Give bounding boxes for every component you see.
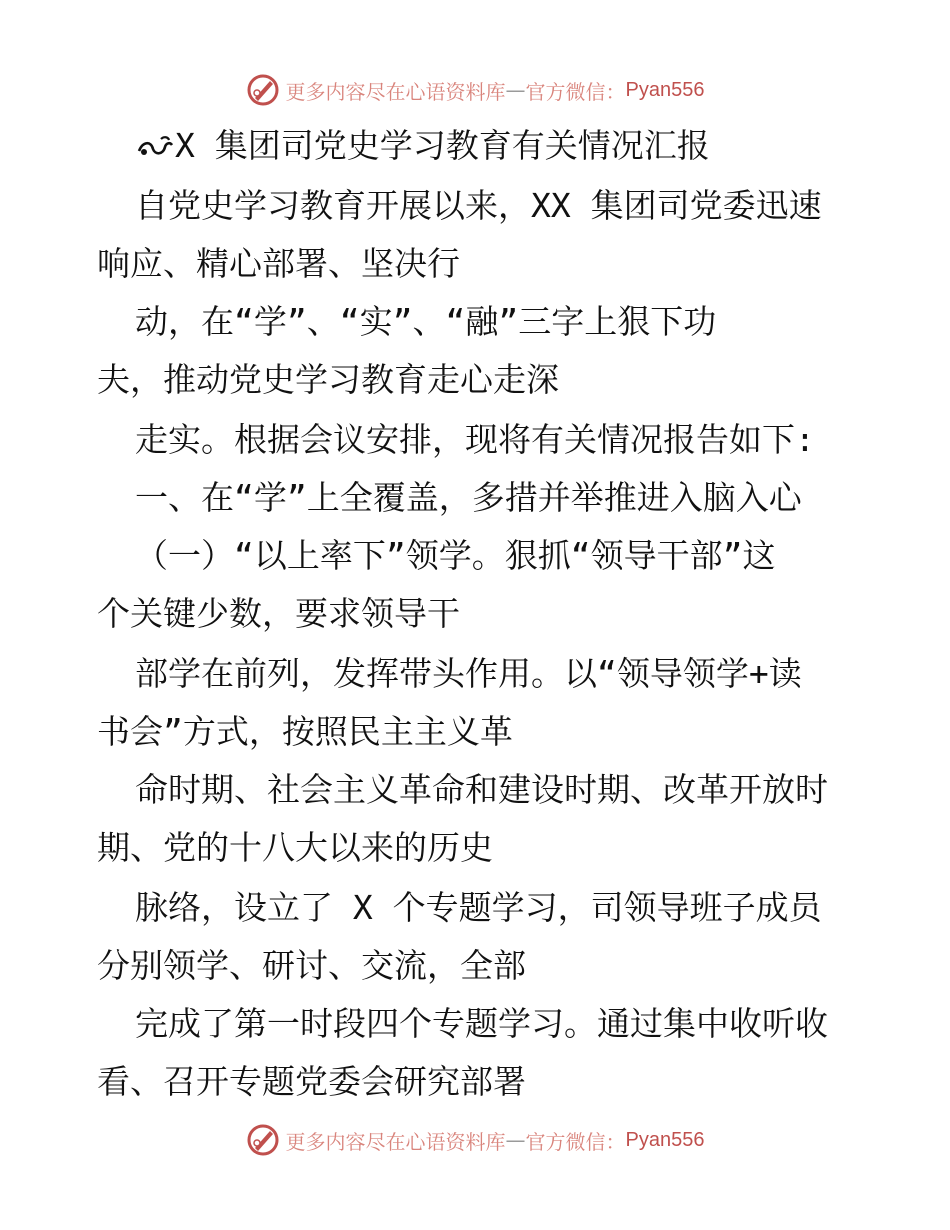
banner-main-text: 更多内容尽在心语资料库 (285, 79, 506, 104)
paragraph-line: 部学在前列，发挥带头作用。以“领导领学+读 (135, 654, 802, 693)
pen-logo-icon (246, 1123, 280, 1157)
banner-wechat-label: 官方微信： (525, 1129, 626, 1154)
banner-wechat-label: 官方微信： (525, 79, 626, 104)
paragraph-line: 看、召开专题党委会研究部署 (97, 1062, 526, 1101)
paragraph-line: 完成了第一时段四个专题学习。通过集中收听收 (135, 1004, 828, 1043)
section-heading: 一、在“学”上全覆盖，多措并举推进入脑入心 (135, 478, 802, 517)
banner-wechat-id: Pyan556 (625, 78, 705, 101)
paragraph-line: 夫，推动党史学习教育走心走深 (97, 360, 559, 399)
paragraph-line: 脉络，设立了 X 个专题学习，司领导班子成员 (135, 888, 822, 927)
subsection-heading-line: （一）“以上率下”领学。狠抓“领导干部”这 (135, 536, 776, 575)
paragraph-line: 个关键少数，要求领导干 (97, 594, 460, 633)
document-title (135, 117, 710, 175)
paragraph-line: 走实。根据会议安排，现将有关情况报告如下: (135, 420, 815, 459)
paragraph-line: 响应、精心部署、坚决行 (97, 244, 460, 283)
paragraph-line: 期、党的十八大以来的历史 (97, 828, 493, 867)
document-title-text: X 集团司党史学习教育有关情况汇报 (175, 126, 710, 165)
pen-logo-icon (246, 73, 280, 107)
header-banner (0, 70, 950, 110)
paragraph-line: 命时期、社会主义革命和建设时期、改革开放时 (135, 770, 828, 809)
paragraph-line: 书会”方式，按照民主主义革 (97, 712, 513, 751)
paragraph-line: 分别领学、研讨、交流，全部 (97, 946, 526, 985)
footer-banner (0, 1120, 950, 1160)
paragraph-line: 动，在“学”、“实”、“融”三字上狠下功 (135, 302, 717, 341)
fleuron-icon (135, 131, 175, 161)
banner-dash: — (505, 1128, 526, 1152)
banner-main-text: 更多内容尽在心语资料库 (285, 1129, 506, 1154)
banner-dash: — (505, 78, 526, 102)
paragraph-line: 自党史学习教育开展以来，XX 集团司党委迅速 (135, 186, 822, 225)
banner-wechat-id: Pyan556 (625, 1128, 705, 1151)
